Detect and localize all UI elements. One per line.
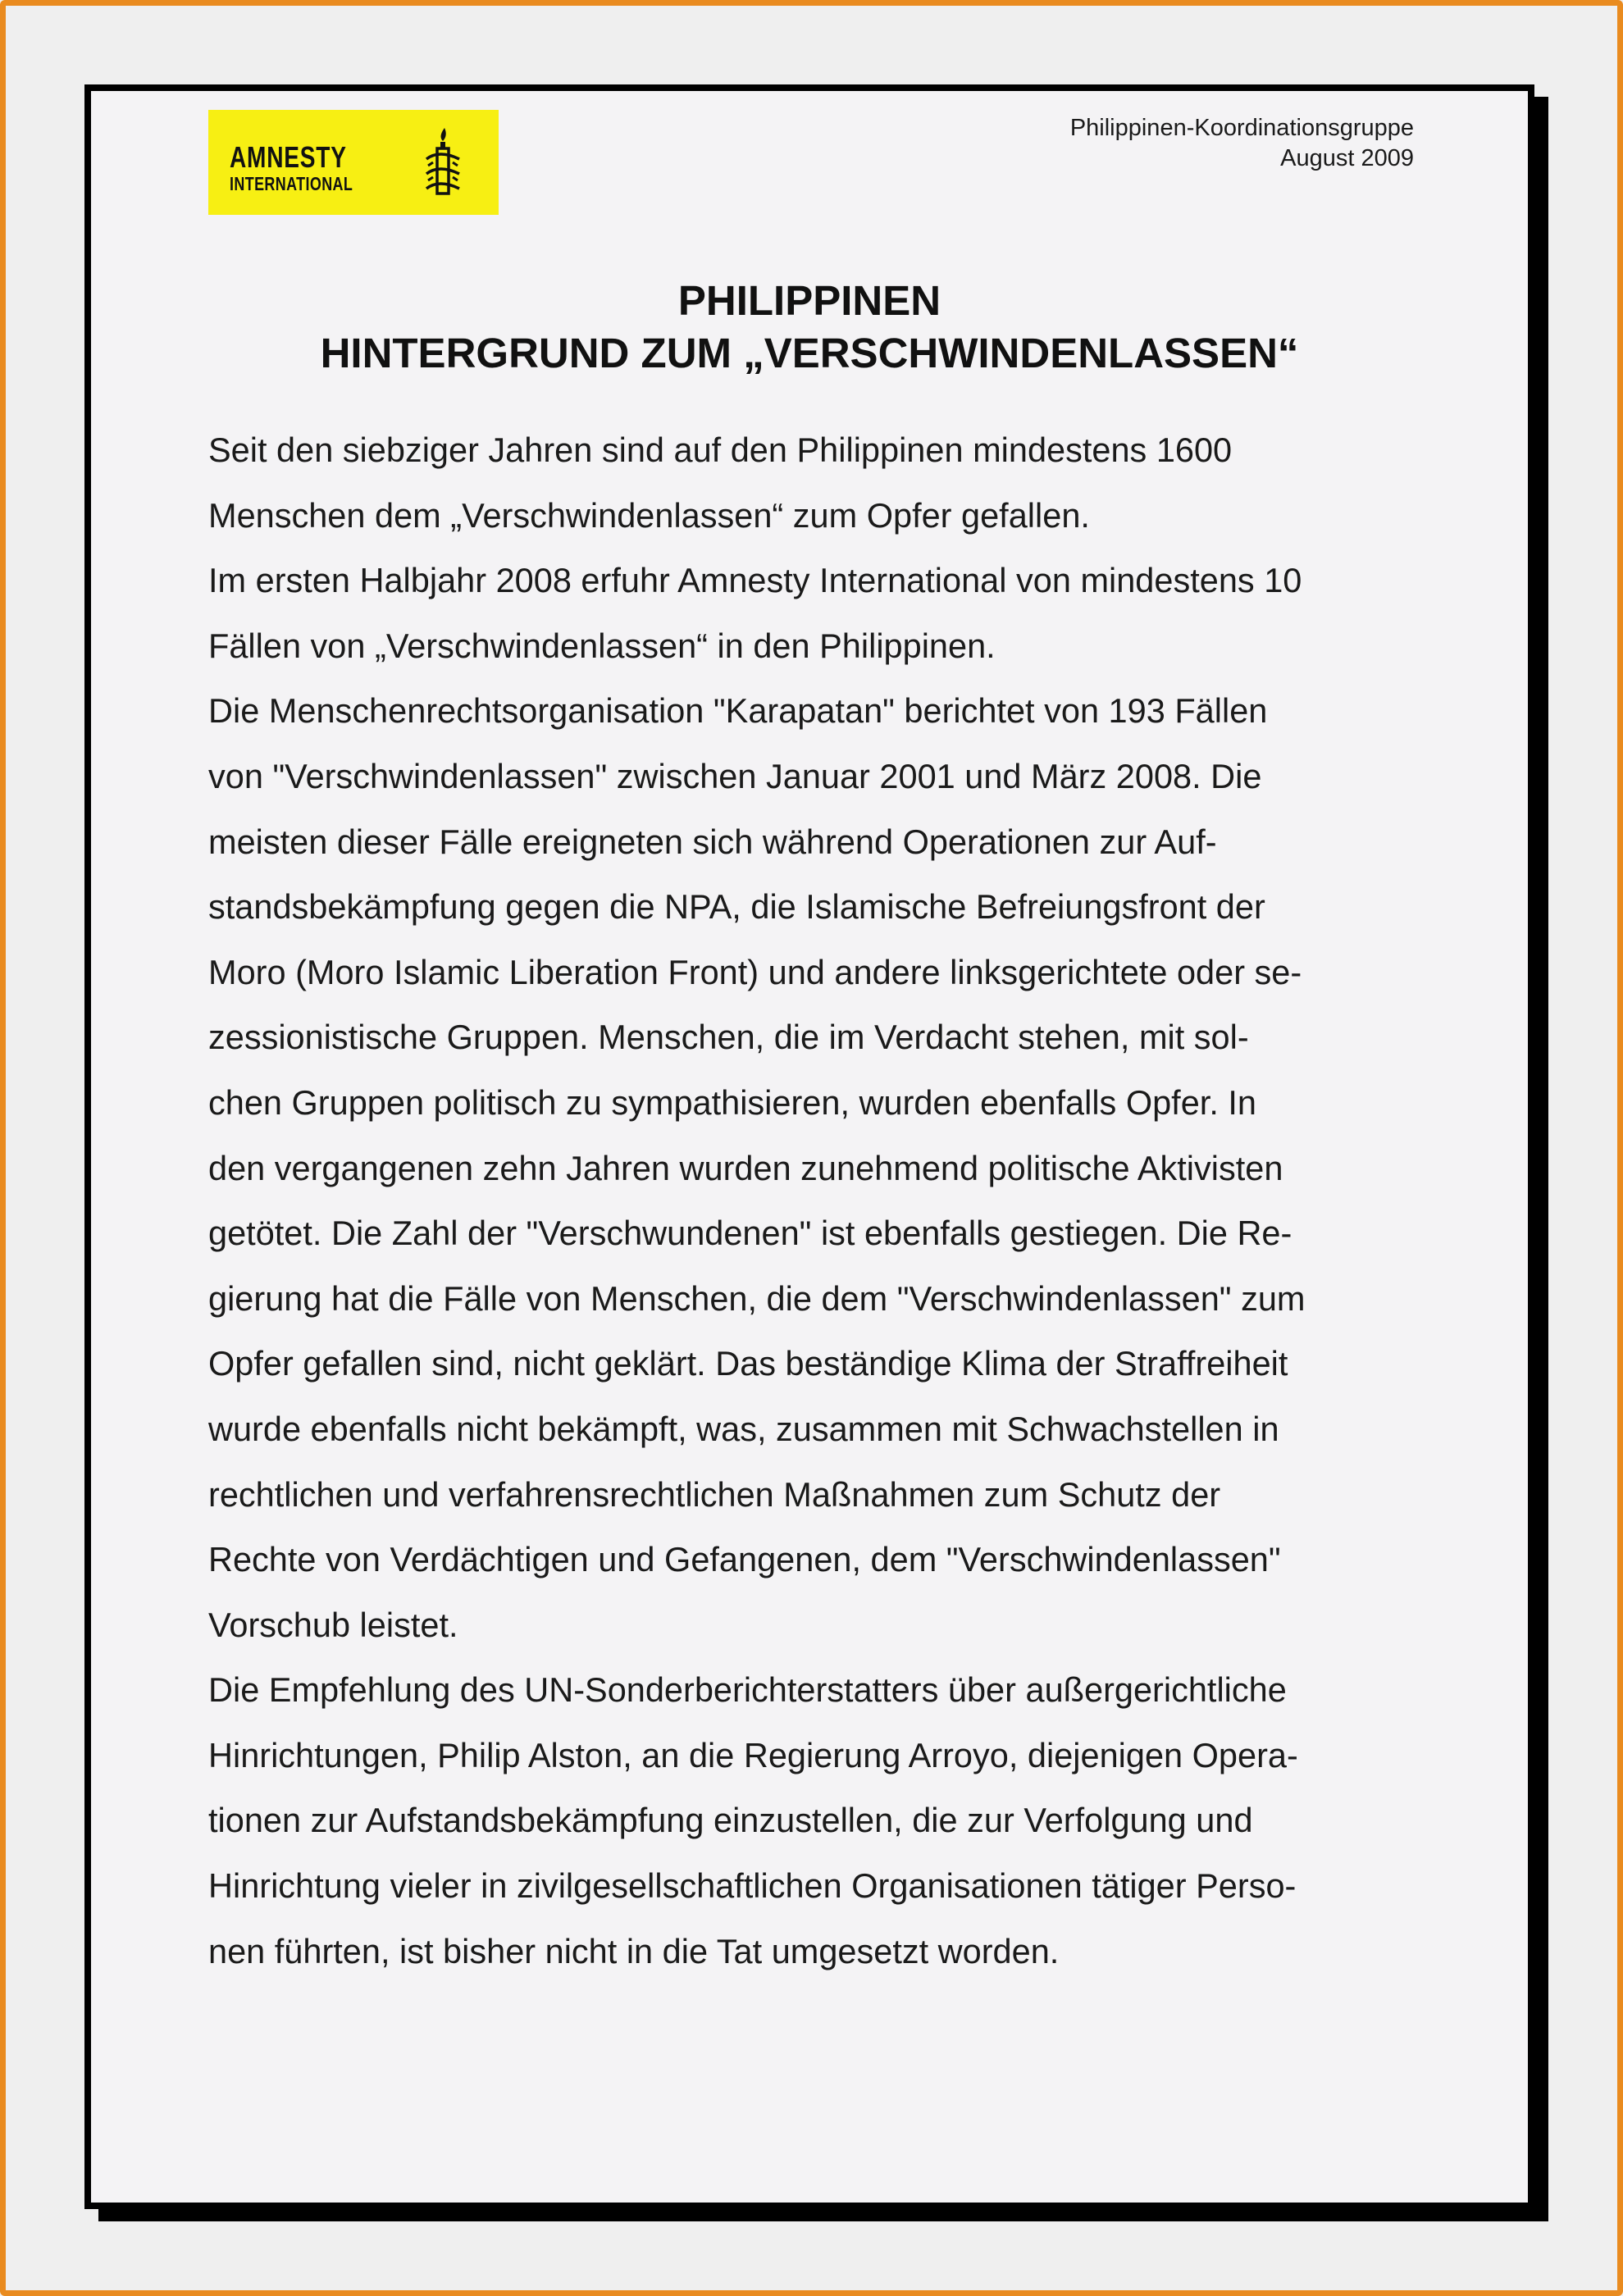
body-line: gierung hat die Fälle von Menschen, die dem "Verschwindenlassen" zum [208, 1278, 1306, 1318]
organization-name: Philippinen-Koordinationsgruppe [1069, 115, 1414, 141]
body-line: getötet. Die Zahl der "Verschwundenen" ist ebenfalls gestiegen. Die Re- [208, 1214, 1292, 1253]
header-meta [1070, 113, 1414, 174]
document-page [84, 84, 1534, 2209]
body-line: Moro (Moro Islamic Liberation Front) und andere linksgerichtete oder se- [208, 952, 1302, 991]
body-line: wurde ebenfalls nicht bekämpft, was, zusammen mit Schwachstellen in [208, 1409, 1279, 1448]
logo-wordmark [230, 140, 353, 194]
body-line: Fällen von „Verschwindenlassen“ in den Philippinen. [208, 626, 996, 665]
amnesty-logo [208, 110, 499, 215]
body-line: Hinrichtungen, Philip Alston, an die Regierung Arroyo, diejenigen Opera- [208, 1735, 1298, 1774]
document-title [91, 275, 1528, 380]
document-date: August 2009 [1280, 145, 1414, 171]
body-line: Hinrichtung vieler in zivilgesellschaftlichen Organisationen tätiger Perso- [208, 1866, 1297, 1906]
body-line: Die Empfehlung des UN-Sonderberichterstatters über außergerichtliche [208, 1670, 1287, 1710]
body-line: Menschen dem „Verschwindenlassen“ zum Opfer gefallen. [208, 495, 1090, 535]
body-line: Im ersten Halbjahr 2008 erfuhr Amnesty International von mindestens 10 [208, 561, 1302, 600]
title-line-1: PHILIPPINEN [677, 277, 941, 324]
body-line: Die Menschenrechtsorganisation "Karapatan" berichtet von 193 Fällen [208, 691, 1268, 731]
body-line: Vorschub leistet. [208, 1605, 458, 1644]
body-line: nen führten, ist bisher nicht in die Tat umgesetzt worden. [208, 1931, 1060, 1970]
body-line: zessionistische Gruppen. Menschen, die im Verdacht stehen, mit sol- [208, 1018, 1249, 1057]
body-line: meisten dieser Fälle ereigneten sich während Operationen zur Auf- [208, 822, 1217, 861]
body-text [208, 417, 1455, 1984]
logo-line-international: INTERNATIONAL [230, 173, 353, 194]
candle-barbed-wire-icon [423, 125, 463, 200]
body-line: Seit den siebziger Jahren sind auf den Philippinen mindestens 1600 [208, 430, 1233, 469]
logo-line-amnesty: AMNESTY [230, 140, 347, 174]
body-line: standsbekämpfung gegen die NPA, die Islamische Befreiungsfront der [208, 887, 1265, 927]
body-line: den vergangenen zehn Jahren wurden zunehmend politische Aktivisten [208, 1148, 1283, 1187]
title-line-2: HINTERGRUND ZUM „VERSCHWINDENLASSEN“ [320, 330, 1299, 376]
body-line: tionen zur Aufstandsbekämpfung einzustellen, die zur Verfolgung und [208, 1801, 1253, 1840]
body-line: rechtlichen und verfahrensrechtlichen Maßnahmen zum Schutz der [208, 1474, 1221, 1514]
body-line: Rechte von Verdächtigen und Gefangenen, dem "Verschwindenlassen" [208, 1540, 1281, 1579]
body-line: chen Gruppen politisch zu sympathisieren, wurden ebenfalls Opfer. In [208, 1082, 1256, 1122]
body-line: von "Verschwindenlassen" zwischen Januar 2001 und März 2008. Die [208, 756, 1262, 795]
body-line: Opfer gefallen sind, nicht geklärt. Das beständige Klima der Straffreiheit [208, 1344, 1288, 1383]
